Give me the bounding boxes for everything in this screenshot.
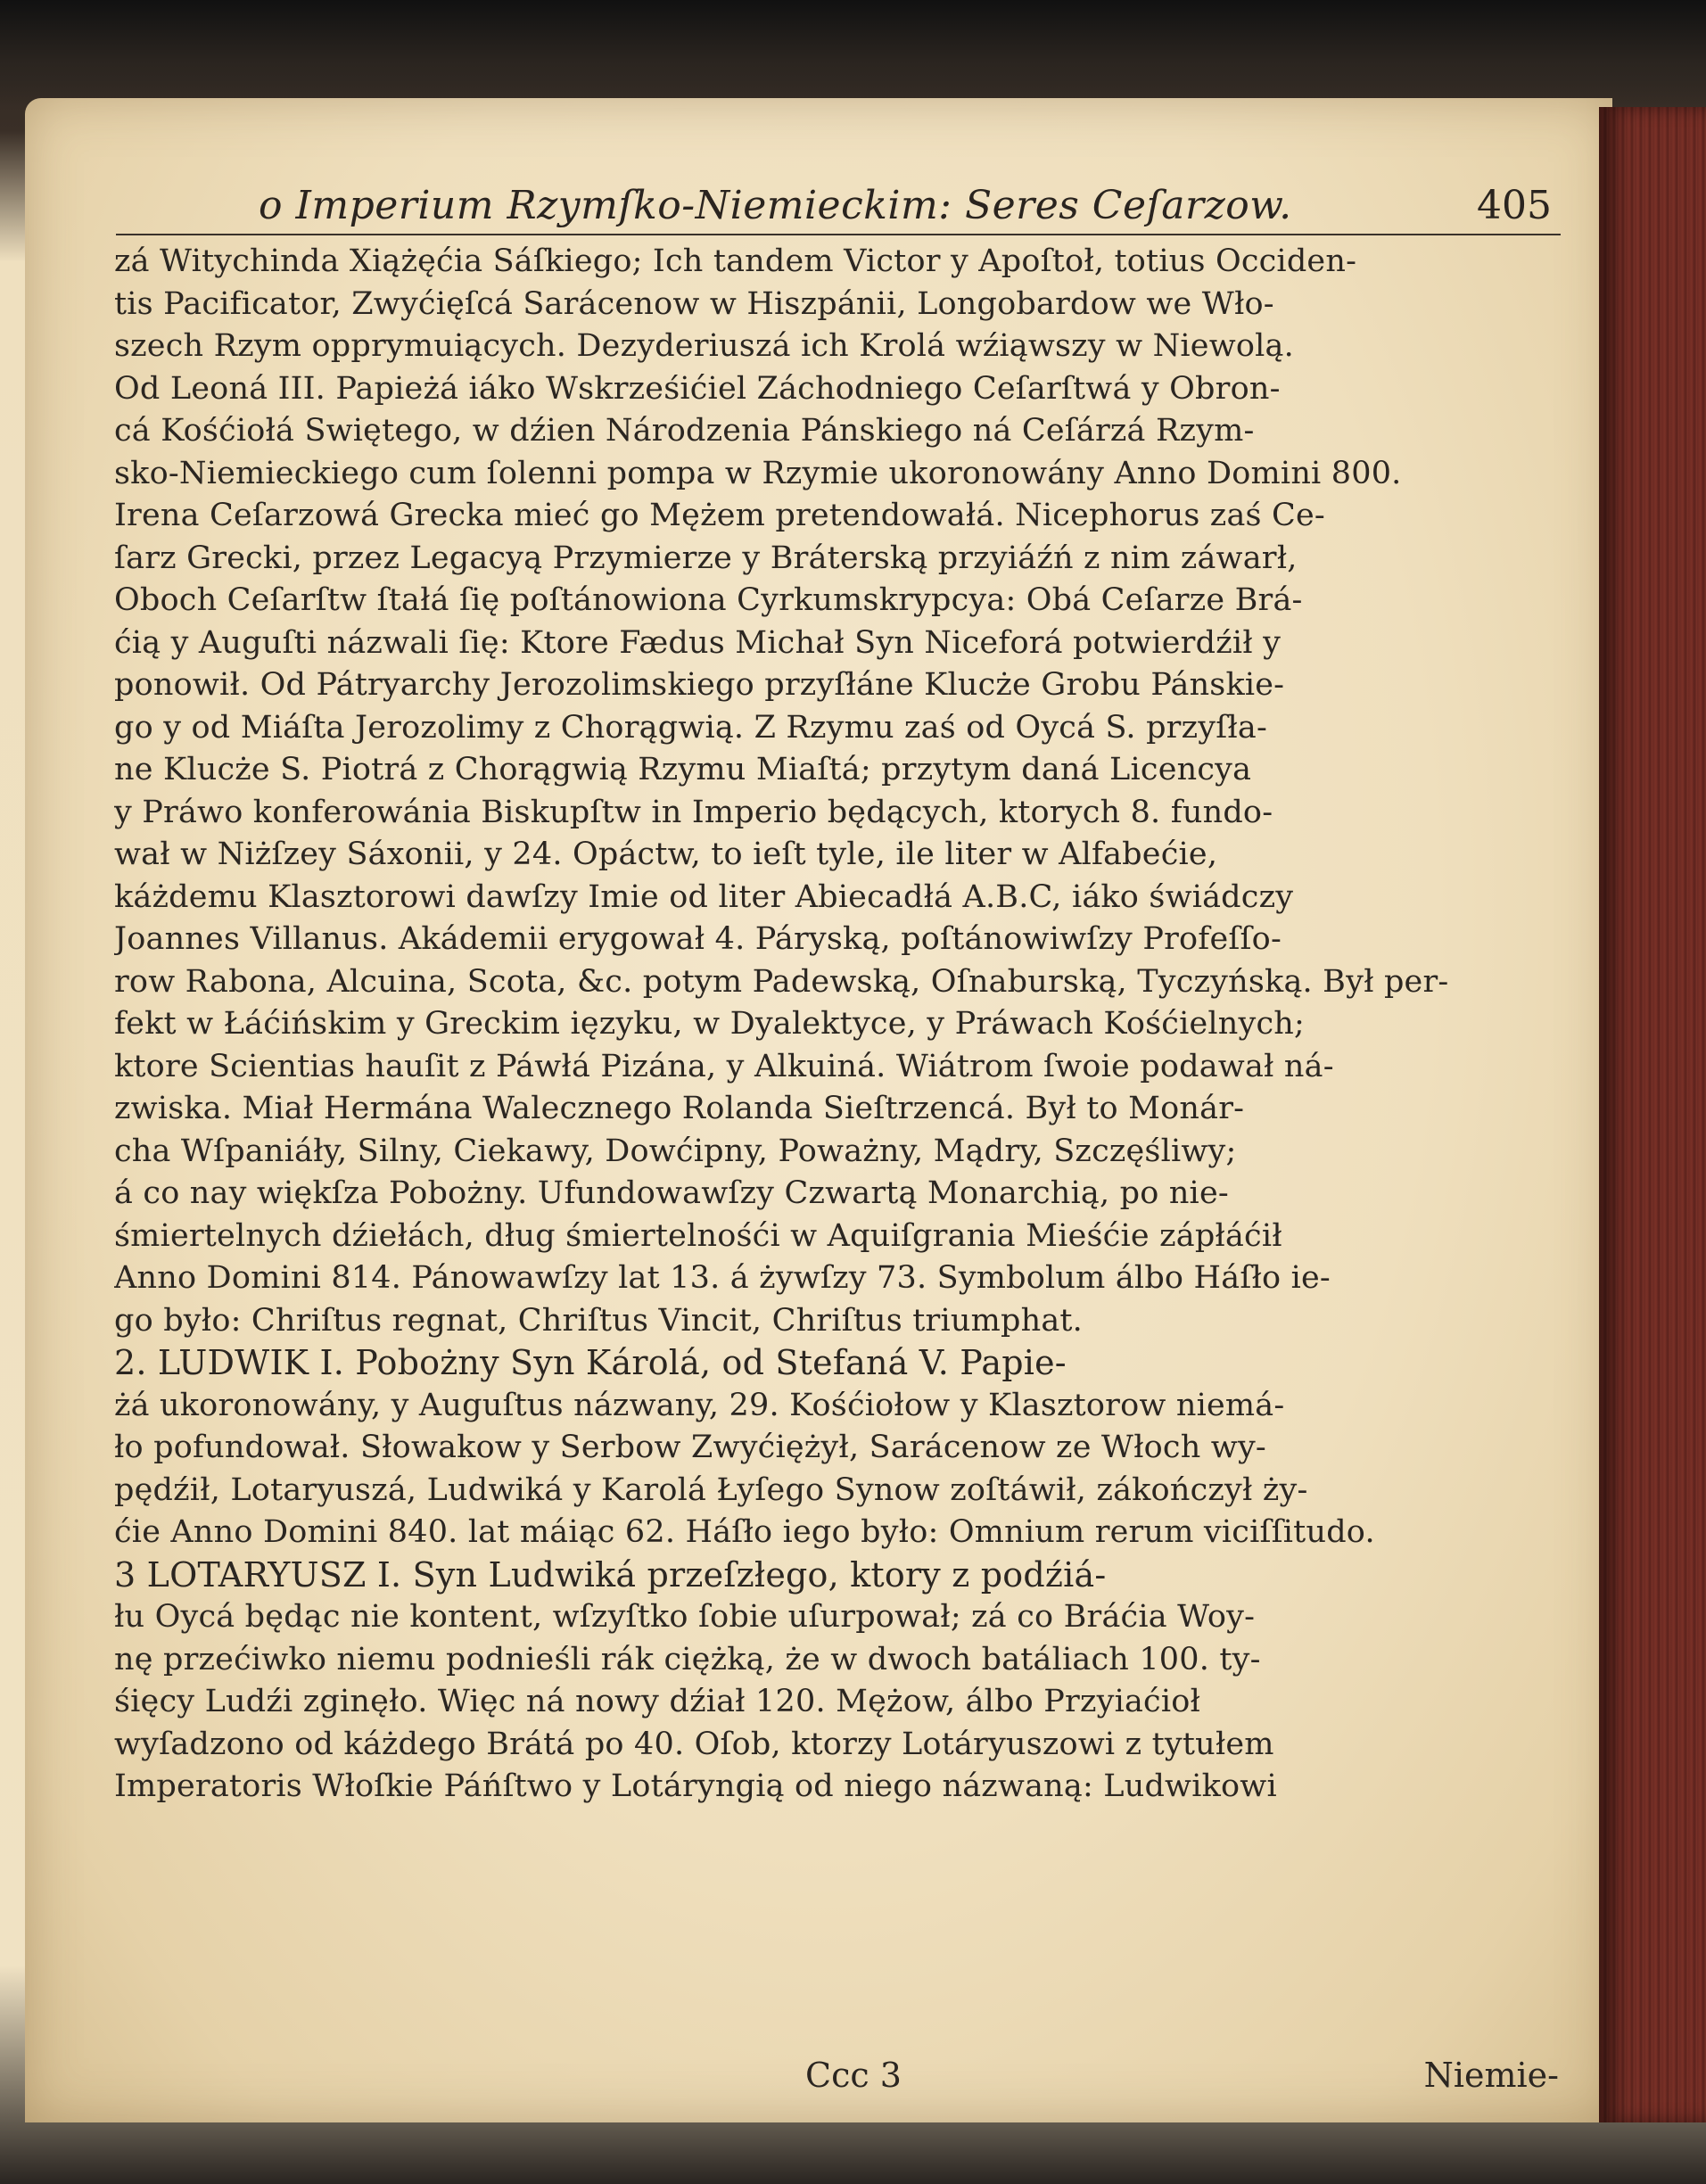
running-title: o Imperium Rzymſko-Niemieckim: Seres Ceſarzow. <box>259 183 1292 228</box>
text-line: go było: Chriſtus regnat, Chriſtus Vincit, Chriſtus triumphat. <box>114 1302 1084 1339</box>
text-line: Anno Domini 814. Pánowawſzy lat 13. á żywſzy 73. Symbolum álbo Háſło ie- <box>114 1260 1331 1296</box>
text-line: ćią y Auguſti názwali ſię: Ktore Fædus Michał Syn Niceforá potwierdźił y <box>114 624 1282 661</box>
text-line: tis Pacificator, Zwyćięſcá Sarácenow w Hiszpánii, Longobardow we Wło- <box>114 285 1274 322</box>
text-line: Joannes Villanus. Akádemii erygował 4. Páryską, poſtánowiwſzy Profeſſo- <box>114 921 1282 957</box>
page-number: 405 <box>1477 183 1552 228</box>
text-line: ćie Anno Domini 840. lat máiąc 62. Háſło iego było: Omnium rerum viciſſitudo. <box>114 1514 1375 1550</box>
text-line: cá Kośćiołá Swiętego, w dźien Národzenia Pánskiego ná Ceſárzá Rzym- <box>114 413 1255 449</box>
text-line: ne Klucże S. Piotrá z Chorągwią Rzymu Miaſtá; przytym daná Licencya <box>114 752 1252 787</box>
top-shadow <box>0 0 1706 107</box>
text-line: wyſadzono od káżdego Brátá po 40. Oſob, ktorzy Lotáryuszowi z tytułem <box>114 1726 1274 1762</box>
running-header <box>116 183 1561 236</box>
text-line: y Práwo konferowánia Biskupſtw in Imperio będących, ktorych 8. fundo- <box>114 794 1273 830</box>
text-line: go y od Miáſta Jerozolimy z Chorągwią. Z Rzymu zaś od Oycá S. przyſła- <box>114 709 1268 746</box>
text-line: zwiska. Miał Hermána Walecznego Rolanda Sieſtrzencá. Był to Monár- <box>114 1091 1245 1126</box>
text-line: żá ukoronowány, y Auguſtus názwany, 29. Kośćiołow y Klasztorow niemá- <box>114 1387 1285 1423</box>
text-line: káżdemu Klasztorowi dawſzy Imie od liter Abiecadłá A.B.C, iáko świádczy <box>114 878 1294 915</box>
text-line <box>114 1809 1559 1851</box>
body-text <box>114 241 1559 1850</box>
text-line: ponowił. Od Pátryarchy Jerozolimskiego przyſłáne Klucże Grobu Pánskie- <box>114 667 1285 703</box>
text-line: á co nay więkſza Pobożny. Ufundowawſzy Czwartą Monarchią, po nie- <box>114 1175 1229 1211</box>
text-line: łu Oycá będąc nie kontent, wſzyſtko ſobie uſurpował; zá co Bráćia Woy- <box>114 1599 1256 1635</box>
text-line: śięcy Ludźi zginęło. Więc ná nowy dźiał 120. Mężow, álbo Przyiaćioł <box>114 1684 1201 1719</box>
signature-line <box>114 2056 1559 2100</box>
page-edge <box>1599 107 1706 2122</box>
text-line: ło pofundował. Słowakow y Serbow Zwyćiężył, Sarácenow ze Włoch wy- <box>114 1430 1266 1465</box>
text-line: Imperatoris Włoſkie Páńſtwo y Lotáryngią od niego názwaną: Ludwikowi <box>114 1768 1277 1804</box>
text-line: nę przećiwko niemu podnieśli rák ciężką, że w dwoch batáliach 100. ty- <box>114 1641 1261 1677</box>
header-rule <box>116 234 1561 235</box>
catchword: Niemie- <box>1423 2056 1559 2095</box>
text-line: ſarz Grecki, przez Legacyą Przymierze y Bráterską przyiáźń z nim záwarł, <box>114 540 1298 576</box>
text-line: sko-Niemieckiego cum ſolenni pompa w Rzymie ukoronowány Anno Domini 800. <box>114 455 1402 491</box>
text-line: row Rabona, Alcuina, Scota, &c. potym Padewską, Oſnaburską, Tyczyńską. Był per- <box>114 963 1449 1000</box>
section-heading-lotaryusz: 3 LOTARYUSZ I. Syn Ludwiká przeſzłego, ktory z podźiá- <box>114 1554 1107 1595</box>
text-line: Od Leoná III. Papieżá iáko Wskrześićiel Záchodniego Ceſarſtwá y Obron- <box>114 370 1281 407</box>
text-line: fekt w Łáćińskim y Greckim ięzyku, w Dyalektyce, y Práwach Kośćielnych; <box>114 1006 1306 1042</box>
text-line: ktore Scientias hauſit z Páwłá Pizána, y Alkuiná. Wiátrom ſwoie podawał ná- <box>114 1048 1334 1084</box>
section-heading-ludwik: 2. LUDWIK I. Pobożny Syn Károlá, od Stefaná V. Papie- <box>114 1343 1067 1382</box>
text-line: pędźił, Lotaryuszá, Ludwiká y Karolá Łyſego Synow zoſtáwił, zákończył ży- <box>114 1471 1308 1508</box>
text-line: Irena Ceſarzowá Grecka mieć go Mężem pretendowałá. Nicephorus zaś Ce- <box>114 498 1325 533</box>
text-line: śmiertelnych dźiełách, dług śmiertelnośći w Aquiſgrania Mieśćie zápłáćił <box>114 1217 1282 1254</box>
text-line: Oboch Ceſarſtw ſtałá ſię poſtánowiona Cyrkumskrypcya: Obá Ceſarze Brá- <box>114 582 1303 618</box>
signature-mark: Ccc 3 <box>805 2056 902 2095</box>
text-line: zá Witychinda Xiążęćia Sáſkiego; Ich tandem Victor y Apoſtoł, totius Occiden- <box>114 243 1357 279</box>
text-line: cha Wſpaniáły, Silny, Ciekawy, Dowćipny, Poważny, Mądry, Szczęśliwy; <box>114 1133 1237 1169</box>
text-line: szech Rzym opprymuiących. Dezyderiuszá ich Krolá wźiąwszy w Niewolą. <box>114 328 1294 364</box>
text-line: wał w Niżſzey Sáxonii, y 24. Opáctw, to ieſt tyle, ile liter w Alfabećie, <box>114 837 1218 872</box>
